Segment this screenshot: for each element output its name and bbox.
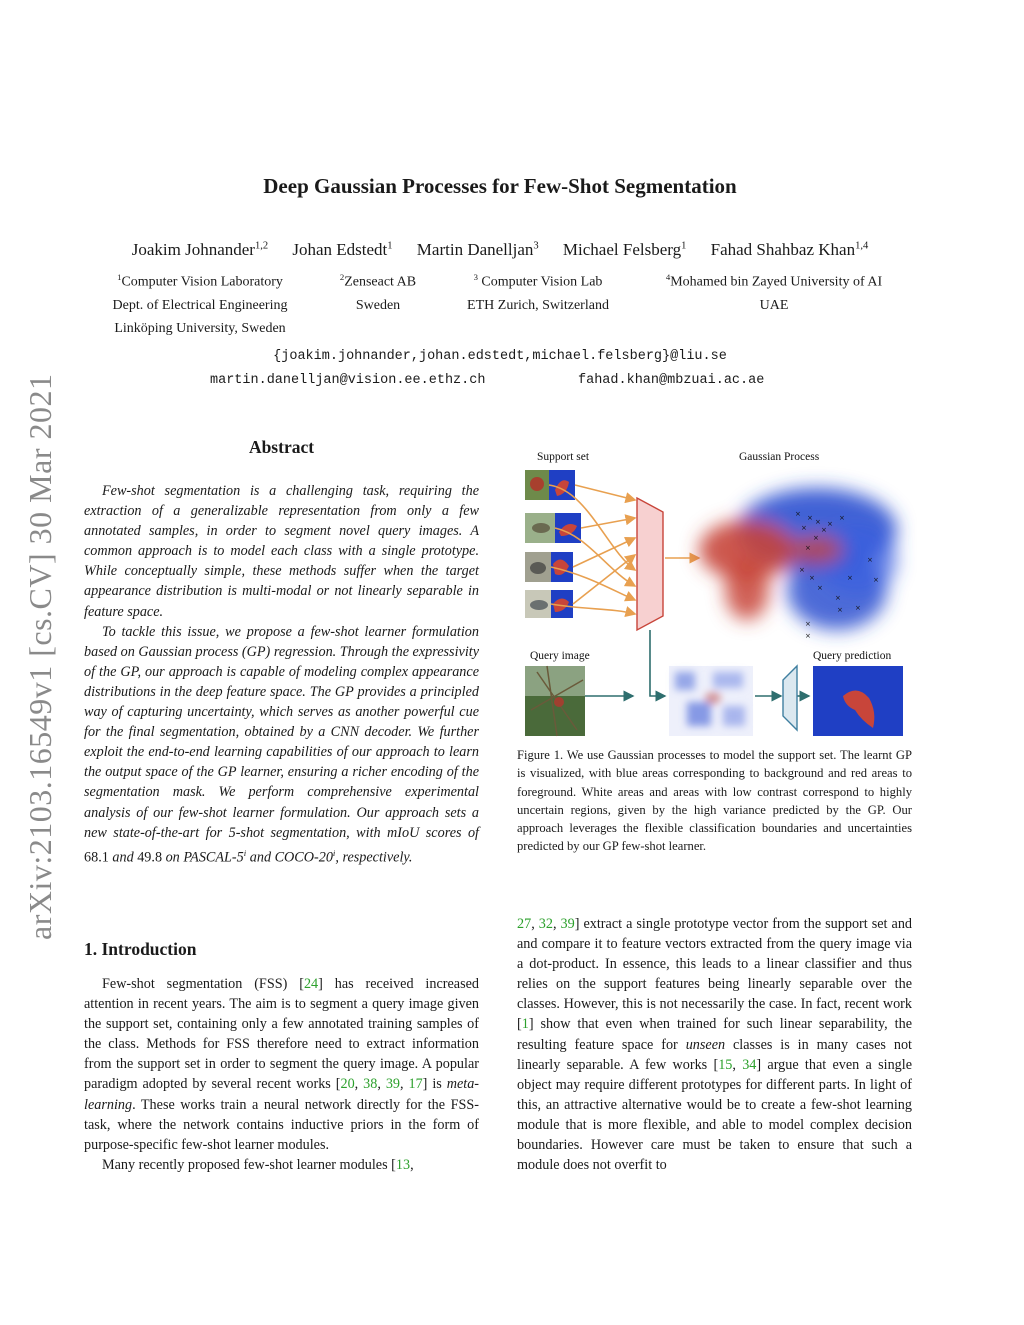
author: Johan Edstedt$^1$: [292, 240, 393, 259]
abstract-paragraph-2: To tackle this issue, we propose a few-shot learner formulation based on Gaussian process (GP) regression. Through the expressivity of the GP, our approach is capable of modeling complex appearance distributions in the deep feature space. The GP provides a principled way of capturing uncertainty, which serves as another powerful cue for the final segmentation, obtained by a CNN decoder. We further exploit the end-to-end learning capabilities of our approach to learn the output space of the GP learner, ensuring a richer encoding of the segmentation mask. We perform comprehensive experimental analysis of our few-shot learner formulation. Our approach sets a new state-of-the-art for 5-shot segmentation, with mIoU scores of 68.1 and 49.8 on PASCAL-5$^i$ and COCO-20$^i$, respectively.: [84, 623, 479, 866]
author: Fahad Shahbaz Khan$^{1,4}$: [710, 240, 869, 259]
svg-text:×: ×: [795, 510, 801, 518]
svg-text:×: ×: [801, 524, 807, 532]
encoder-block: [637, 498, 663, 630]
introduction-body: [84, 974, 479, 1175]
svg-text:×: ×: [821, 526, 827, 534]
author: Martin Danelljan$^3$: [416, 240, 539, 259]
query-image-label: Query image: [530, 650, 590, 662]
svg-text:×: ×: [847, 574, 853, 582]
gp-output-map: [669, 666, 753, 736]
figure-1-caption: Figure 1. We use Gaussian processes to model the support set. The learnt GP is visualized, with blue areas corresponding to background and red areas to foreground. White areas and areas with low contrast correspond to highly uncertain regions, given by the high variance predicted by the GP. Our approach leverages the flexible classification boundaries and uncertainties predicted by our GP few-shot learner.: [517, 748, 912, 854]
affiliation-2: $^2$Zenseact AB Sweden: [339, 272, 417, 313]
paper-title: Deep Gaussian Processes for Few-Shot Segmentation: [263, 174, 737, 198]
svg-text:×: ×: [805, 620, 811, 628]
abstract-paragraph-1: Few-shot segmentation is a challenging task, requiring the extraction of a generalizable representation from only a few annotated samples, in order to segment novel query images. A common approach is to model each class with a single prototype. While conceptually simple, these methods suffer when the target appearance distribution is multi-modal or not linearly separable in feature space.: [84, 483, 479, 620]
figure-1-graphic: [517, 440, 917, 740]
citation[interactable]: 13: [395, 1156, 411, 1173]
support-set-label: Support set: [537, 451, 590, 463]
arxiv-stamp: arXiv:2103.16549v1 [cs.CV] 30 Mar 2021: [22, 373, 58, 940]
support-image-4: [525, 590, 573, 618]
right-column-body: [517, 914, 912, 1175]
author: Michael Felsberg$^1$: [562, 240, 687, 259]
intro-paragraph-1: Few-shot segmentation (FSS) [24] has received increased attention in recent years. The aim is to segment a query image given the support set, containing only a few annotated training samples of the class. Methods for FSS therefore need to extract information from the support set in order to segment the query image. A popular paradigm adopted by several recent works [20, 38, 39, 17] is meta-learning. These works train a neural network directly for the FSS-task, where the network contains inductive priors in the form of purpose-specific few-shot learner modules.: [84, 976, 480, 1153]
svg-text:×: ×: [817, 584, 823, 592]
affiliation-4: $^4$Mohamed bin Zayed University of AI UAE: [665, 272, 883, 313]
citation[interactable]: 20: [340, 1076, 355, 1093]
svg-text:×: ×: [807, 514, 813, 522]
support-image-3: [525, 552, 573, 582]
svg-text:×: ×: [809, 574, 815, 582]
svg-text:×: ×: [855, 604, 861, 612]
svg-text:×: ×: [805, 544, 811, 552]
citation[interactable]: 24: [303, 976, 319, 992]
svg-text:×: ×: [835, 594, 841, 602]
intro-paragraph-2: Many recently proposed few-shot learner modules [13,: [102, 1156, 414, 1173]
citation[interactable]: 39: [560, 916, 575, 932]
citation[interactable]: 38: [363, 1076, 378, 1093]
email-line-1: {joakim.johnander,johan.edstedt,michael.felsberg}@liu.se: [273, 349, 727, 364]
gaussian-process-visualization: [699, 488, 897, 640]
svg-text:×: ×: [815, 518, 821, 526]
svg-text:×: ×: [839, 514, 845, 522]
svg-text:×: ×: [837, 606, 843, 614]
citation[interactable]: 39: [385, 1076, 400, 1093]
svg-text:×: ×: [805, 632, 811, 640]
query-prediction-label: Query prediction: [813, 650, 892, 662]
citation[interactable]: 32: [538, 916, 553, 932]
gaussian-process-label: Gaussian Process: [739, 451, 820, 463]
citation[interactable]: 15: [718, 1056, 733, 1073]
figure-1: [517, 440, 917, 740]
citation[interactable]: 27: [517, 916, 532, 932]
citation[interactable]: 34: [742, 1056, 757, 1073]
svg-text:×: ×: [799, 566, 805, 574]
decoder-block: [783, 666, 797, 730]
query-prediction: [813, 666, 903, 736]
email-martin: martin.danelljan@vision.ee.ethz.ch: [210, 373, 486, 388]
abstract-body: [84, 481, 479, 868]
affiliation-1: $^1$Computer Vision Laboratory Dept. of Electrical Engineering Linköping University, Sweden: [112, 272, 288, 336]
abstract-heading: Abstract: [248, 437, 315, 457]
citation[interactable]: 17: [408, 1076, 423, 1093]
affiliation-3: $^3$ Computer Vision Lab ETH Zurich, Switzerland: [467, 272, 609, 313]
email-fahad: fahad.khan@mbzuai.ac.ae: [578, 373, 765, 388]
svg-text:×: ×: [827, 520, 833, 528]
section-heading-introduction: 1. Introduction: [84, 939, 197, 959]
author-list: [0, 240, 1012, 260]
support-image-2: [525, 513, 581, 543]
right-column-paragraph: 27, 32, 39] extract a single prototype vector from the support set and and compare it to feature vectors extracted from the query image via a dot-product. In essence, this leads to a linear classifier and thus relies on the support features being linearly separable over the classes. However, this is not necessarily the case. In fact, recent work [1] show that even when trained for such linear separability, the resulting feature space for unseen classes is in many cases not linearly separable. A few works [15, 34] argue that even a single object may require different prototypes for different parts. In light of this, an attractive alternative would be to create a few-shot learning module that is more flexible, and able to model complex decision boundaries. However care must be taken to ensure that such a module does not overfit to: [517, 916, 913, 1174]
author: Joakim Johnander$^{1,2}$: [131, 240, 269, 259]
svg-text:×: ×: [873, 576, 879, 584]
citation[interactable]: 1: [521, 1016, 529, 1033]
svg-text:×: ×: [813, 534, 819, 542]
svg-text:×: ×: [867, 556, 873, 564]
query-image: [525, 666, 585, 736]
